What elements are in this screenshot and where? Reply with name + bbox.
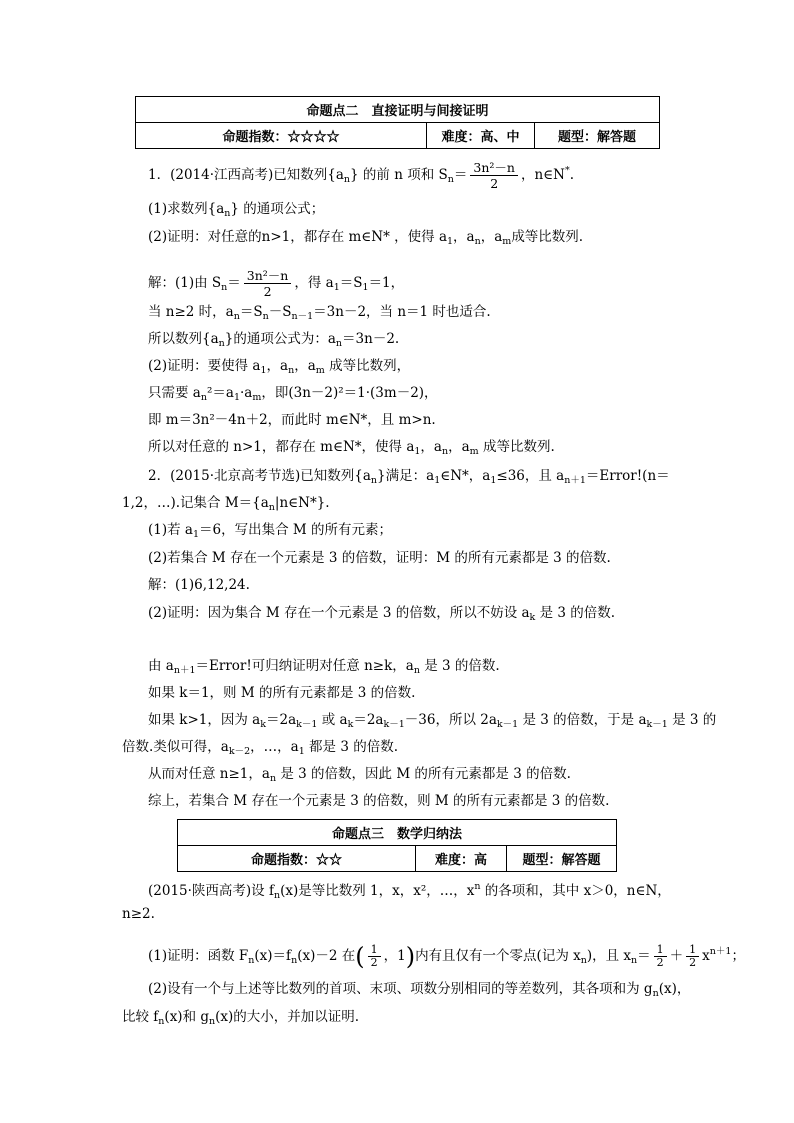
solution-2-line-8: 综上，若集合 M 存在一个元素是 3 的倍数，则 M 的所有元素都是 3 的倍数.	[148, 793, 610, 809]
topic-title: 命题点二 直接证明与间接证明	[136, 97, 660, 123]
problem-1-q1: (1)求数列$\{a_n\}$ 的通项公式；	[148, 201, 325, 219]
topic-difficulty: 难度：高	[416, 846, 507, 872]
solution-1-line-4: (2)证明：要使得 $a_1$，$a_n$，$a_m$ 成等比数列，	[148, 358, 411, 376]
topic-difficulty: 难度：高、中	[427, 123, 535, 149]
topic-type: 题型：解答题	[535, 123, 660, 149]
solution-2-line-7: 从而对任意 n≥1，$a_n$ 是 3 的倍数，因此 M 的所有元素都是 3 的倍数.	[148, 766, 571, 784]
solution-2-line-3: 由 $a_{n+1}=Error$!可归纳证明对任意 n≥k，$a_n$ 是 3 的倍数.	[148, 658, 500, 676]
problem-1-q2: (2)证明：对任意的n>1，都存在 m∈N* ，使得 $a_1$，$a_n$，$a_m$成等比数列.	[148, 229, 584, 247]
solution-2-line-6: 倍数.类似可得，$a_{k-2}$，…，$a_1$ 都是 3 的倍数.	[122, 739, 399, 757]
solution-1-line-5: 只需要 $a_n^2=a_1\cdot a_m$，即(3n－2)²＝1·(3m－2)，	[148, 385, 438, 403]
problem-3-q1: (1)证明：函数 $F_n(x)=f_n(x)-2$ 在( $\frac{1}{2}$ ，1)内有且仅有一个零点(记为 $x_n$)，且 $x_n=$ $\frac{1}{2}$ ＋ $\frac{1}{2}$ $x^{n+1}$；	[148, 942, 745, 971]
problem-2-line-2: 1,2，…).记集合 $M=\{a_n|n\in N*\}$.	[122, 495, 330, 513]
topic-index: 命题指数：☆☆☆☆	[136, 123, 427, 149]
solution-2-line-5: 如果 k>1，因为 $a_k=2a_{k-1}$ 或 $a_k=2a_{k-1}-36$，所以 $2a_{k-1}$ 是 3 的倍数，于是 $a_{k-1}$ 是 3 的	[148, 712, 717, 730]
problem-2-q1: (1)若 $a_1=6$，写出集合 M 的所有元素；	[148, 522, 393, 540]
problem-1-intro: 1．(2014·江西高考)已知数列$\{a_n\}$ 的前 n 项和 $S_n=$ $\frac{\text{3n²－n}}{2}$ ，n∈N*.	[148, 160, 575, 191]
problem-3-q2: (2)设有一个与上述等比数列的首项、末项、项数分别相同的等差数列，其各项和为 $g_n(x)$，	[148, 981, 691, 999]
problem-2-q2: (2)若集合 M 存在一个元素是 3 的倍数，证明：M 的所有元素都是 3 的倍数.	[148, 550, 611, 566]
solution-1-line-6: 即 m＝3n²－4n＋2，而此时 m∈N*，且 m>n.	[148, 412, 436, 428]
solution-1-line-3: 所以数列$\{a_n\}$的通项公式为：$a_n=3n-2$.	[148, 331, 400, 349]
topic-box-2	[135, 96, 660, 149]
solution-2-line-4: 如果 k＝1，则 M 的所有元素都是 3 的倍数.	[148, 685, 416, 701]
solution-2-line-1: 解：(1)6,12,24.	[148, 577, 250, 593]
problem-3-q2-cont: 比较 $f_n(x)$和 $g_n(x)$的大小，并加以证明.	[122, 1009, 360, 1027]
solution-2-line-2: (2)证明：因为集合 M 存在一个元素是 3 的倍数，所以不妨设 $a_k$ 是 3 的倍数.	[148, 605, 616, 623]
problem-2-line-1: 2．(2015·北京高考节选)已知数列$\{a_n\}$满足：$a_1\in N*$，$a_1\le 36$，且 $a_{n+1}=Error!(n=$	[148, 468, 670, 486]
topic-title: 命题点三 数学归纳法	[178, 820, 617, 846]
solution-1-line-1: 解：(1)由 $S_n=$ $\frac{\text{3n²－n}}{2}$ ，得 $a_1=S_1=1$，	[148, 268, 405, 299]
topic-index: 命题指数：☆☆	[178, 846, 416, 872]
topic-box-3	[177, 819, 617, 872]
solution-1-line-2: 当 n≥2 时，$a_n=S_n-S_{n-1}=3n-2$，当 n＝1 时也适合.	[148, 304, 491, 322]
solution-1-line-7: 所以对任意的 n>1，都存在 m∈N*，使得 $a_1$，$a_n$，$a_m$ 成等比数列.	[148, 439, 555, 457]
topic-type: 题型：解答题	[507, 846, 617, 872]
problem-3-line-1: (2015·陕西高考)设 $f_n(x)$是等比数列 1，x，x²，…，$x^n$ 的各项和，其中 x＞0，n∈N，	[148, 881, 671, 901]
problem-3-line-2: n≥2.	[122, 906, 155, 922]
